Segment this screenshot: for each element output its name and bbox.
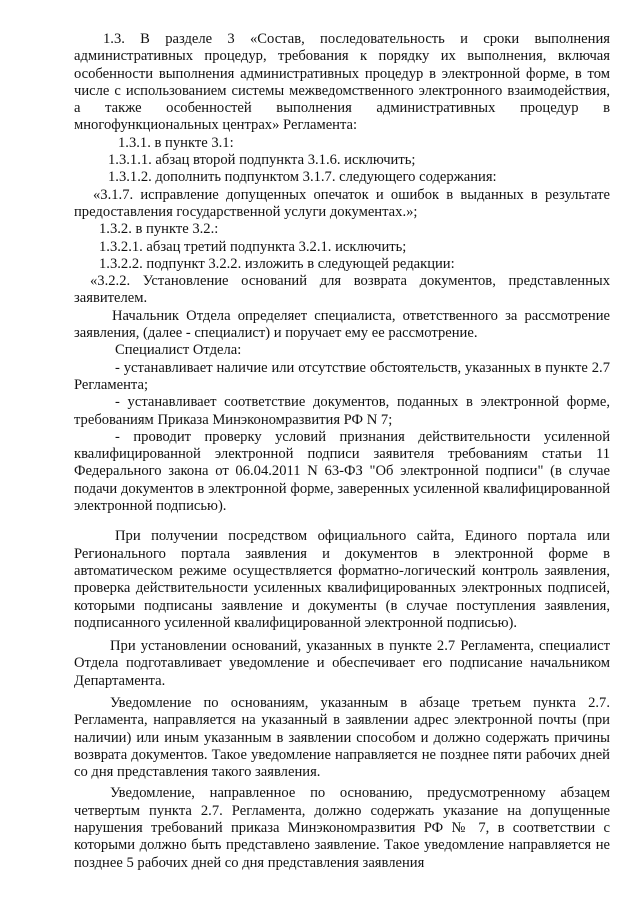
list-item-signature-check: - проводит проверку условий признания действительности усиленной квалифицированной электронной подписи заявителя требованиям статьи 11 Федерального закона от 06.04.2011 N 63-ФЗ "Об электронной подписи" (в случае подачи документов в электронной форме, заверенных усиленной квалифицированной электронной подписью). [74,428,610,515]
list-item-compliance: - устанавливает соответствие документов, поданных в электронной форме, требованиям Приказа Минэкономразвития РФ N 7; [74,394,610,428]
paragraph-1-3-2: 1.3.2. в пункте 3.2.: [99,221,219,238]
paragraph-1-3-1-1: 1.3.1.1. абзац второй подпункта 3.1.6. исключить; [108,152,416,169]
document-page [74,31,610,872]
paragraph-1-3-2-1: 1.3.2.1. абзац третий подпункта 3.2.1. исключить; [99,238,407,255]
paragraph-portal-receipt: При получении посредством официального сайта, Единого портала или Регионального портала заявления и документов в электронной форме в автоматическом режиме осуществляется форматно-логический контроль заявления, проверка действительности усиленных квалифицированных электронных подписей, которыми подписаны заявление и документы (в случае поступления заявления, подписанного усиленной квалифицированной электронной подписью). [74,528,610,631]
paragraph-3-2-2: «3.2.2. Установление оснований для возврата документов, представленных заявителем. [74,273,610,307]
paragraph-1-3-1-2: 1.3.1.2. дополнить подпунктом 3.1.7. следующего содержания: [108,169,497,186]
paragraph-notice-third: Уведомление по основаниям, указанным в абзаце третьем пункта 2.7. Регламента, направляется на указанный в заявлении адрес электронной почты (при наличии) или иным указанным в заявлении способом и должно содержать причины возврата документов. Такое уведомление направляется не позднее пяти рабочих дней со дня представления такого заявления. [74,694,610,781]
list-item-circumstances: - устанавливает наличие или отсутствие обстоятельств, указанных в пункте 2.7 Регламента; [74,359,610,393]
paragraph-1-3: 1.3. В разделе 3 «Состав, последовательность и сроки выполнения административных процедур, требования к порядку их выполнения, включая особенности выполнения административных процедур в электронной форме, в том числе с использованием системы межведомственного электронного взаимодействия, а также особенностей выполнения административных процедур в многофункциональных центрах» Регламента: [74,31,610,134]
paragraph-1-3-1: 1.3.1. в пункте 3.1: [118,134,234,151]
paragraph-3-1-7: «3.1.7. исправление допущенных опечаток и ошибок в выданных в результате предоставления государственной услуги документах.»; [74,186,610,220]
paragraph-specialist: Специалист Отдела: [115,342,242,359]
paragraph-notice-fourth: Уведомление, направленное по основанию, предусмотренному абзацем четвертым пункта 2.7. Регламента, должно содержать указание на допущенные нарушения требований приказа Минэкономразвития РФ № 7, в соответствии с которыми должно быть представлено заявление. Такое уведомление направляется не позднее 5 рабочих дней со дня представления заявления [74,785,610,871]
paragraph-grounds-notice: При установлении оснований, указанных в пункте 2.7 Регламента, специалист Отдела подготавливает уведомление и обеспечивает его подписание начальником Департамента. [74,638,610,689]
paragraph-1-3-2-2: 1.3.2.2. подпункт 3.2.2. изложить в следующей редакции: [99,255,455,272]
paragraph-department-head: Начальник Отдела определяет специалиста, ответственного за рассмотрение заявления, (далее - специалист) и поручает ему ее рассмотрение. [74,307,610,342]
